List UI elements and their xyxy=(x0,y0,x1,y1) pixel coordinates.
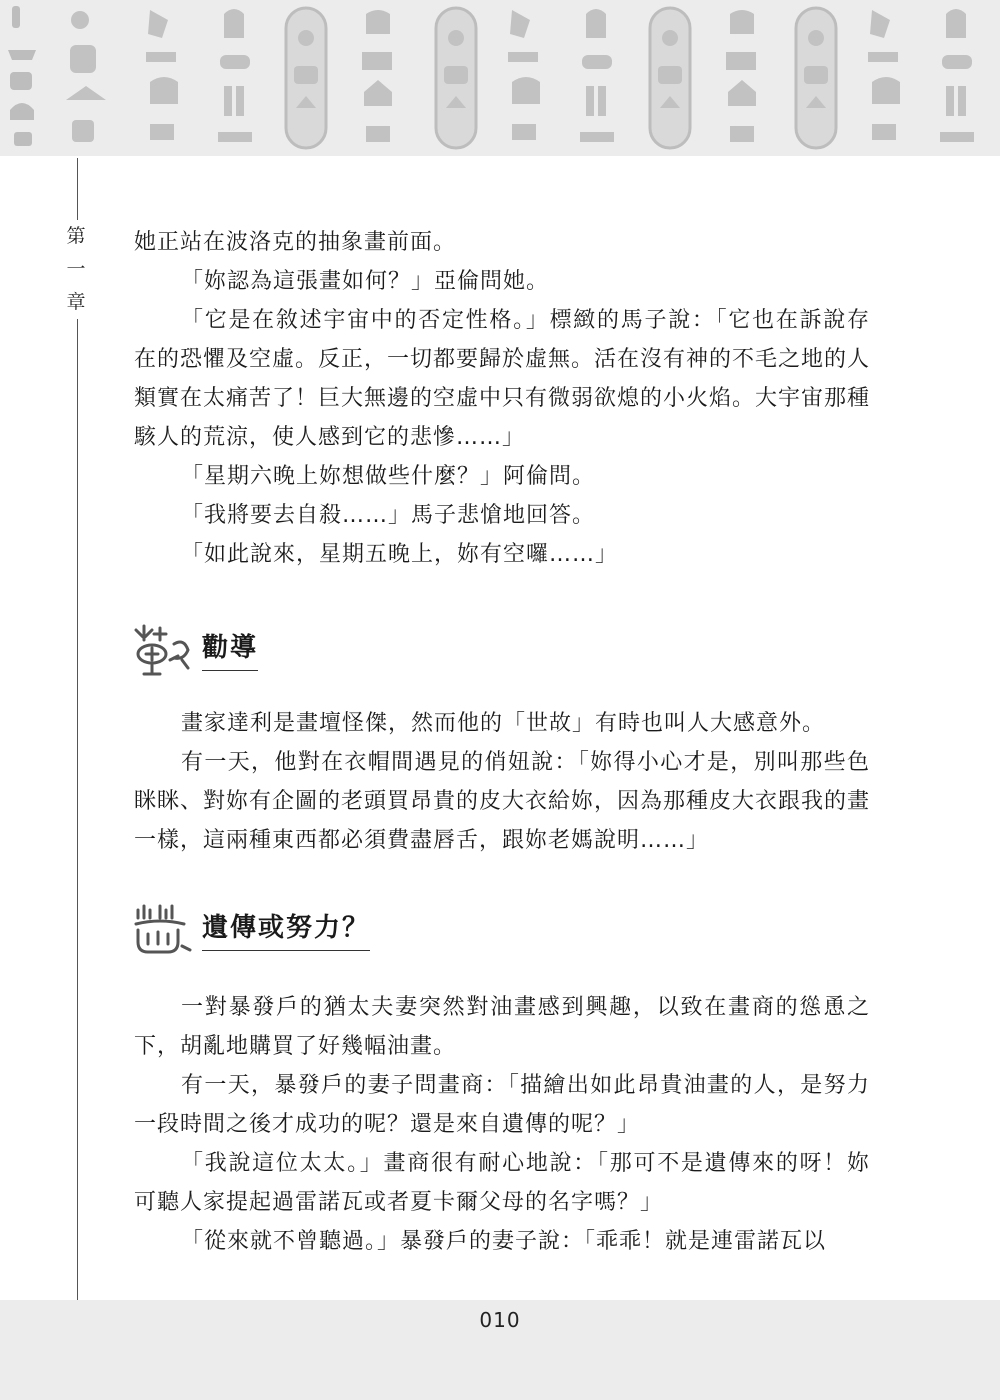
paragraph: 「如此說來，星期五晚上，妳有空囉……」 xyxy=(181,542,619,567)
paragraph: 「它是在敘述宇宙中的否定性格。」標緻的馬子說：「它也在訴說存在的恐懼及空虛。反正，一切都要歸於虛無。活在沒有神的不毛之地的人類實在太痛苦了！巨大無邊的空虛中只有微弱欲熄的小火焰。大宇宙那種駭人的荒涼，使人感到它的悲慘……」 xyxy=(134,308,871,450)
hieroglyph-pattern xyxy=(0,0,1000,156)
section-title: 遺傳或努力？ xyxy=(202,907,370,951)
section-heading xyxy=(130,620,890,678)
paragraph: 「從來就不曾聽過。」暴發戶的妻子說：「乖乖！就是連雷諾瓦以 xyxy=(181,1229,827,1254)
paragraph: 「我說這位太太。」畫商很有耐心地說：「那可不是遺傳來的呀！妳可聽人家提起過雷諾瓦或者夏卡爾父母的名字嗎？」 xyxy=(134,1151,870,1215)
paragraph: 畫家達利是畫壇怪傑，然而他的「世故」有時也叫人大感意外。 xyxy=(181,711,826,736)
section-heredity xyxy=(130,900,890,1261)
section-body xyxy=(130,988,870,1261)
section-advice xyxy=(130,620,890,860)
side-rule xyxy=(77,158,78,1300)
paragraph: 她正站在波洛克的抽象畫前面。 xyxy=(134,230,457,255)
section-body xyxy=(130,704,870,860)
paragraph: 「星期六晚上妳想做些什麼？」阿倫問。 xyxy=(181,464,596,489)
paragraph: 「妳認為這張畫如何？」亞倫問她。 xyxy=(181,269,550,294)
chapter-char-1: 第 xyxy=(66,225,86,247)
chapter-char-3: 章 xyxy=(66,291,86,313)
paragraph: 有一天，他對在衣帽間遇見的俏妞說：「妳得小心才是，別叫那些色眯眯、對妳有企圖的老頭買昂貴的皮大衣給妳，因為那種皮大衣跟我的畫一樣，這兩種東西都必須費盡唇舌，跟妳老媽說明……」 xyxy=(134,750,871,853)
section-title: 勸導 xyxy=(202,627,258,671)
paragraph: 有一天，暴發戶的妻子問畫商：「描繪出如此昂貴油畫的人，是努力一段時間之後才成功的呢？還是來自遺傳的呢？」 xyxy=(134,1073,870,1137)
script-glyph-icon xyxy=(130,900,194,958)
paragraph: 一對暴發戶的猶太夫妻突然對油畫感到興趣，以致在畫商的慫恿之下，胡亂地購買了好幾幅油畫。 xyxy=(134,995,870,1059)
seal-glyph-icon xyxy=(130,620,194,678)
chapter-char-2: 一 xyxy=(66,258,86,280)
opening-text xyxy=(134,223,870,574)
section-heading xyxy=(130,900,890,958)
hieroglyph-header-band xyxy=(0,0,1000,156)
chapter-label xyxy=(60,220,92,319)
paragraph: 「我將要去自殺……」馬子悲愴地回答。 xyxy=(181,503,596,528)
page-number: 010 xyxy=(479,1308,521,1332)
